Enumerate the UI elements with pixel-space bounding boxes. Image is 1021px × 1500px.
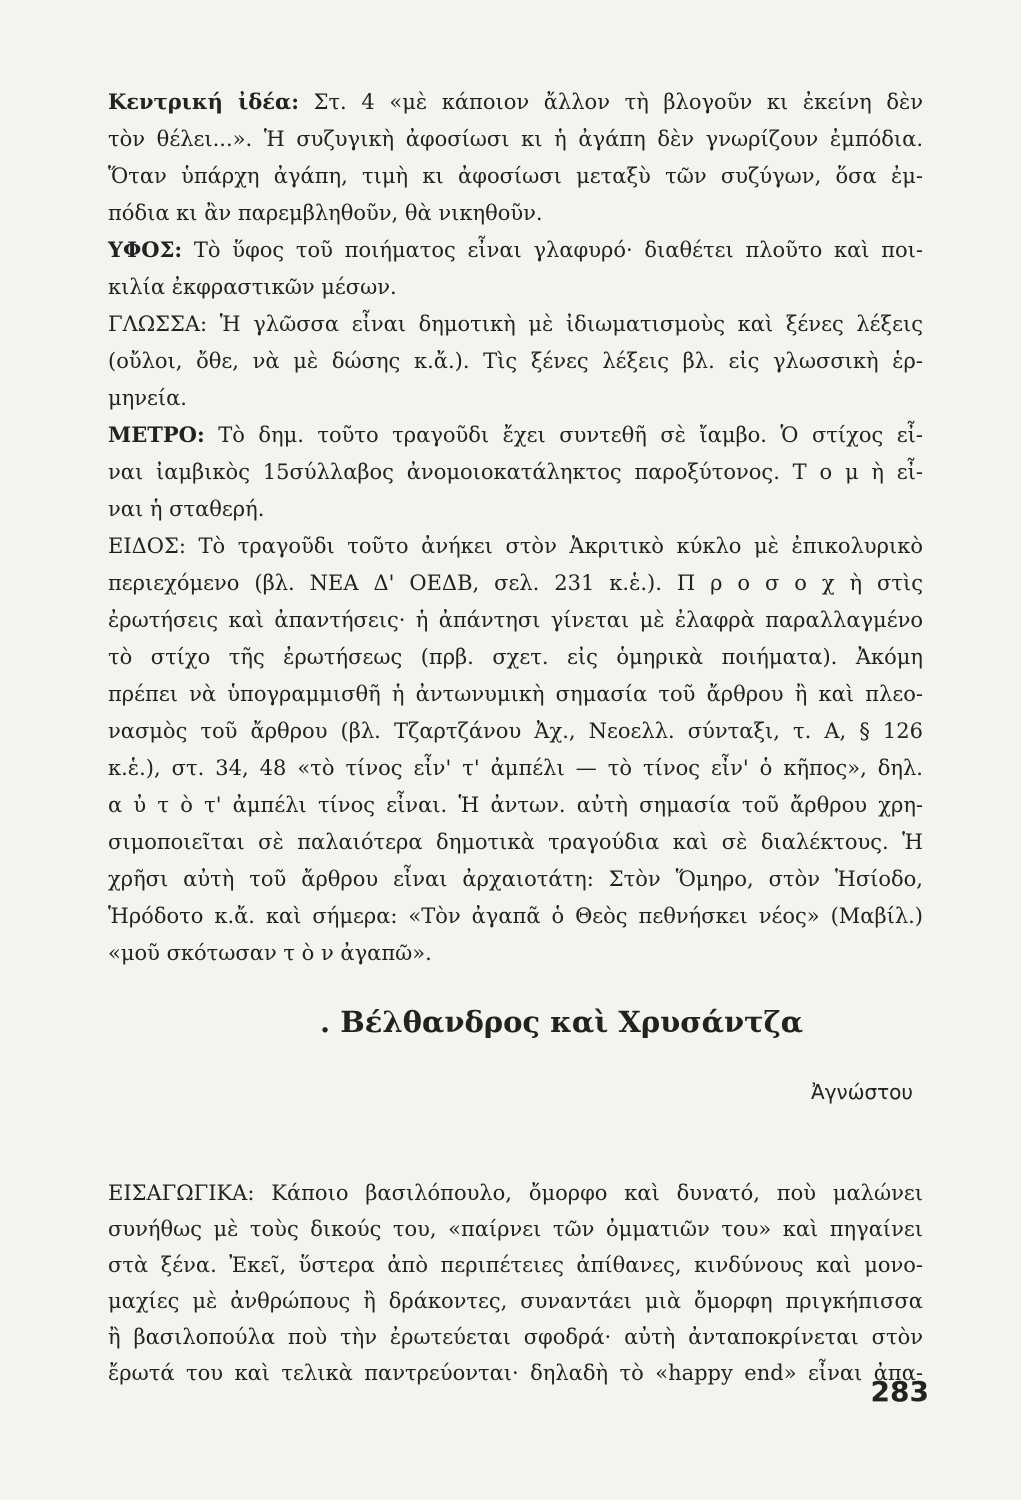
line-label: ΕΙΔΟΣ: [108, 534, 186, 558]
text-line: τὸν θέλει...». Ἡ συζυγικὴ ἀφοσίωσι κι ἡ ἀγάπη δὲν γνωρίζουν ἐμπόδια. [108, 127, 923, 151]
intro-line: συνήθως μὲ τοὺς δικούς του, «παίρνει τῶν ὀμματιῶν του» καὶ πηγαίνει [108, 1217, 923, 1241]
text-line: πρέπει νὰ ὑπογραμμισθῆ ἡ ἀντωνυμικὴ σημασία τοῦ ἄρθρου ἢ καὶ πλεο- [108, 682, 923, 706]
text-line: «μοῦ σκότωσαν τ ὸ ν ἀγαπῶ». [108, 941, 432, 965]
section-title: . Βέλθανδρος καὶ Χρυσάντζα [320, 1005, 804, 1039]
line-label: ΜΕΤΡΟ: [108, 422, 205, 447]
text-line: κ.ἑ.), στ. 34, 48 «τὸ τίνος εἶν' τ' ἀμπέλι — τὸ τίνος εἶν' ὁ κῆπος», δηλ. [108, 756, 923, 780]
line-label: ΓΛΩΣΣΑ: [108, 312, 208, 336]
text-line: (οὔλοι, ὄθε, νὰ μὲ δώσης κ.ἄ.). Τὶς ξένες λέξεις βλ. εἰς γλωσσικὴ ἑρ- [108, 349, 923, 373]
text-line: ΜΕΤΡΟ: Τὸ δημ. τοῦτο τραγοῦδι ἔχει συντεθῆ σὲ ἴαμβο. Ὁ στίχος εἶ- [108, 422, 923, 447]
text-line: κιλία ἐκφραστικῶν μέσων. [108, 275, 397, 299]
text-line: Κεντρική ἰδέα: Στ. 4 «μὲ κάποιον ἄλλον τὴ βλογοῦν κι ἐκείνη δὲν [108, 89, 923, 114]
text-line: σιμοποιεῖται σὲ παλαιότερα δημοτικὰ τραγούδια καὶ σὲ διαλέκτους. Ἡ [108, 830, 923, 854]
intro-line: μαχίες μὲ ἀνθρώπους ἢ δράκοντες, συναντάει μιὰ ὄμορφη πριγκήπισσα [108, 1289, 923, 1313]
text-line: ΓΛΩΣΣΑ: Ἡ γλῶσσα εἶναι δημοτικὴ μὲ ἰδιωματισμοὺς καὶ ξένες λέξεις [108, 312, 923, 336]
text-line: ναι ἰαμβικὸς 15σύλλαβος ἀνομοιοκατάληκτος παροξύτονος. Τ ο μ ὴ εἶ- [108, 460, 923, 484]
line-label: ΥΦΟΣ: [108, 237, 183, 262]
text-line: χρῆσι αὐτὴ τοῦ ἄρθρου εἶναι ἀρχαιοτάτη: Στὸν Ὅμηρο, στὸν Ἡσίοδο, [108, 867, 923, 891]
text-line: ναι ἡ σταθερή. [108, 497, 265, 521]
page-number: 283 [870, 1375, 929, 1408]
text-line: περιεχόμενο (βλ. ΝΕΑ Δ' ΟΕΔΒ, σελ. 231 κ.ἑ.). Π ρ ο σ ο χ ὴ στὶς [108, 571, 923, 595]
text-line: νασμὸς τοῦ ἄρθρου (βλ. Τζαρτζάνου Ἀχ., Νεοελλ. σύνταξι, τ. Α, § 126 [108, 719, 923, 743]
intro-line: στὰ ξένα. Ἐκεῖ, ὕστερα ἀπὸ περιπέτειες ἀπίθανες, κινδύνους καὶ μονο- [108, 1253, 923, 1277]
text-line: Ὅταν ὑπάρχη ἀγάπη, τιμὴ κι ἀφοσίωσι μεταξὺ τῶν συζύγων, ὅσα ἐμ- [108, 164, 923, 188]
intro-line: ΕΙΣΑΓΩΓΙΚΑ: Κάποιο βασιλόπουλο, ὄμορφο καὶ δυνατό, ποὺ μαλώνει [108, 1181, 923, 1205]
text-line: Ἡρόδοτο κ.ἄ. καὶ σήμερα: «Τὸν ἀγαπᾶ ὁ Θεὸς πεθνήσκει νέος» (Μαβίλ.) [108, 904, 923, 928]
intro-line: ἢ βασιλοπούλα ποὺ τὴν ἐρωτεύεται σφοδρά· αὐτὴ ἀνταποκρίνεται στὸν [108, 1325, 923, 1349]
text-line: ΥΦΟΣ: Τὸ ὕφος τοῦ ποιήματος εἶναι γλαφυρό· διαθέτει πλοῦτο καὶ ποι- [108, 237, 923, 262]
line-label: Κεντρική ἰδέα: [108, 89, 299, 114]
text-line: πόδια κι ἂν παρεμβληθοῦν, θὰ νικηθοῦν. [108, 201, 543, 225]
intro-line: ἔρωτά του καὶ τελικὰ παντρεύονται· δηλαδὴ τὸ «happy end» εἶναι ἀπα- [108, 1361, 923, 1385]
text-line: α ὐ τ ὸ τ' ἀμπέλι τίνος εἶναι. Ἡ ἀντων. αὐτὴ σημασία τοῦ ἄρθρου χρη- [108, 793, 923, 817]
text-line: τὸ στίχο τῆς ἐρωτήσεως (πρβ. σχετ. εἰς ὁμηρικὰ ποιήματα). Ἀκόμη [108, 645, 923, 669]
text-line: μηνεία. [108, 386, 187, 410]
intro-label: ΕΙΣΑΓΩΓΙΚΑ: [108, 1181, 255, 1205]
text-line: ΕΙΔΟΣ: Τὸ τραγοῦδι τοῦτο ἀνήκει στὸν Ἀκριτικὸ κύκλο μὲ ἐπικολυρικὸ [108, 534, 923, 558]
text-line: ἐρωτήσεις καὶ ἀπαντήσεις· ἡ ἀπάντησι γίνεται μὲ ἐλαφρὰ παραλλαγμένο [108, 608, 923, 632]
author-attribution: Ἀγνώστου [811, 1080, 913, 1104]
